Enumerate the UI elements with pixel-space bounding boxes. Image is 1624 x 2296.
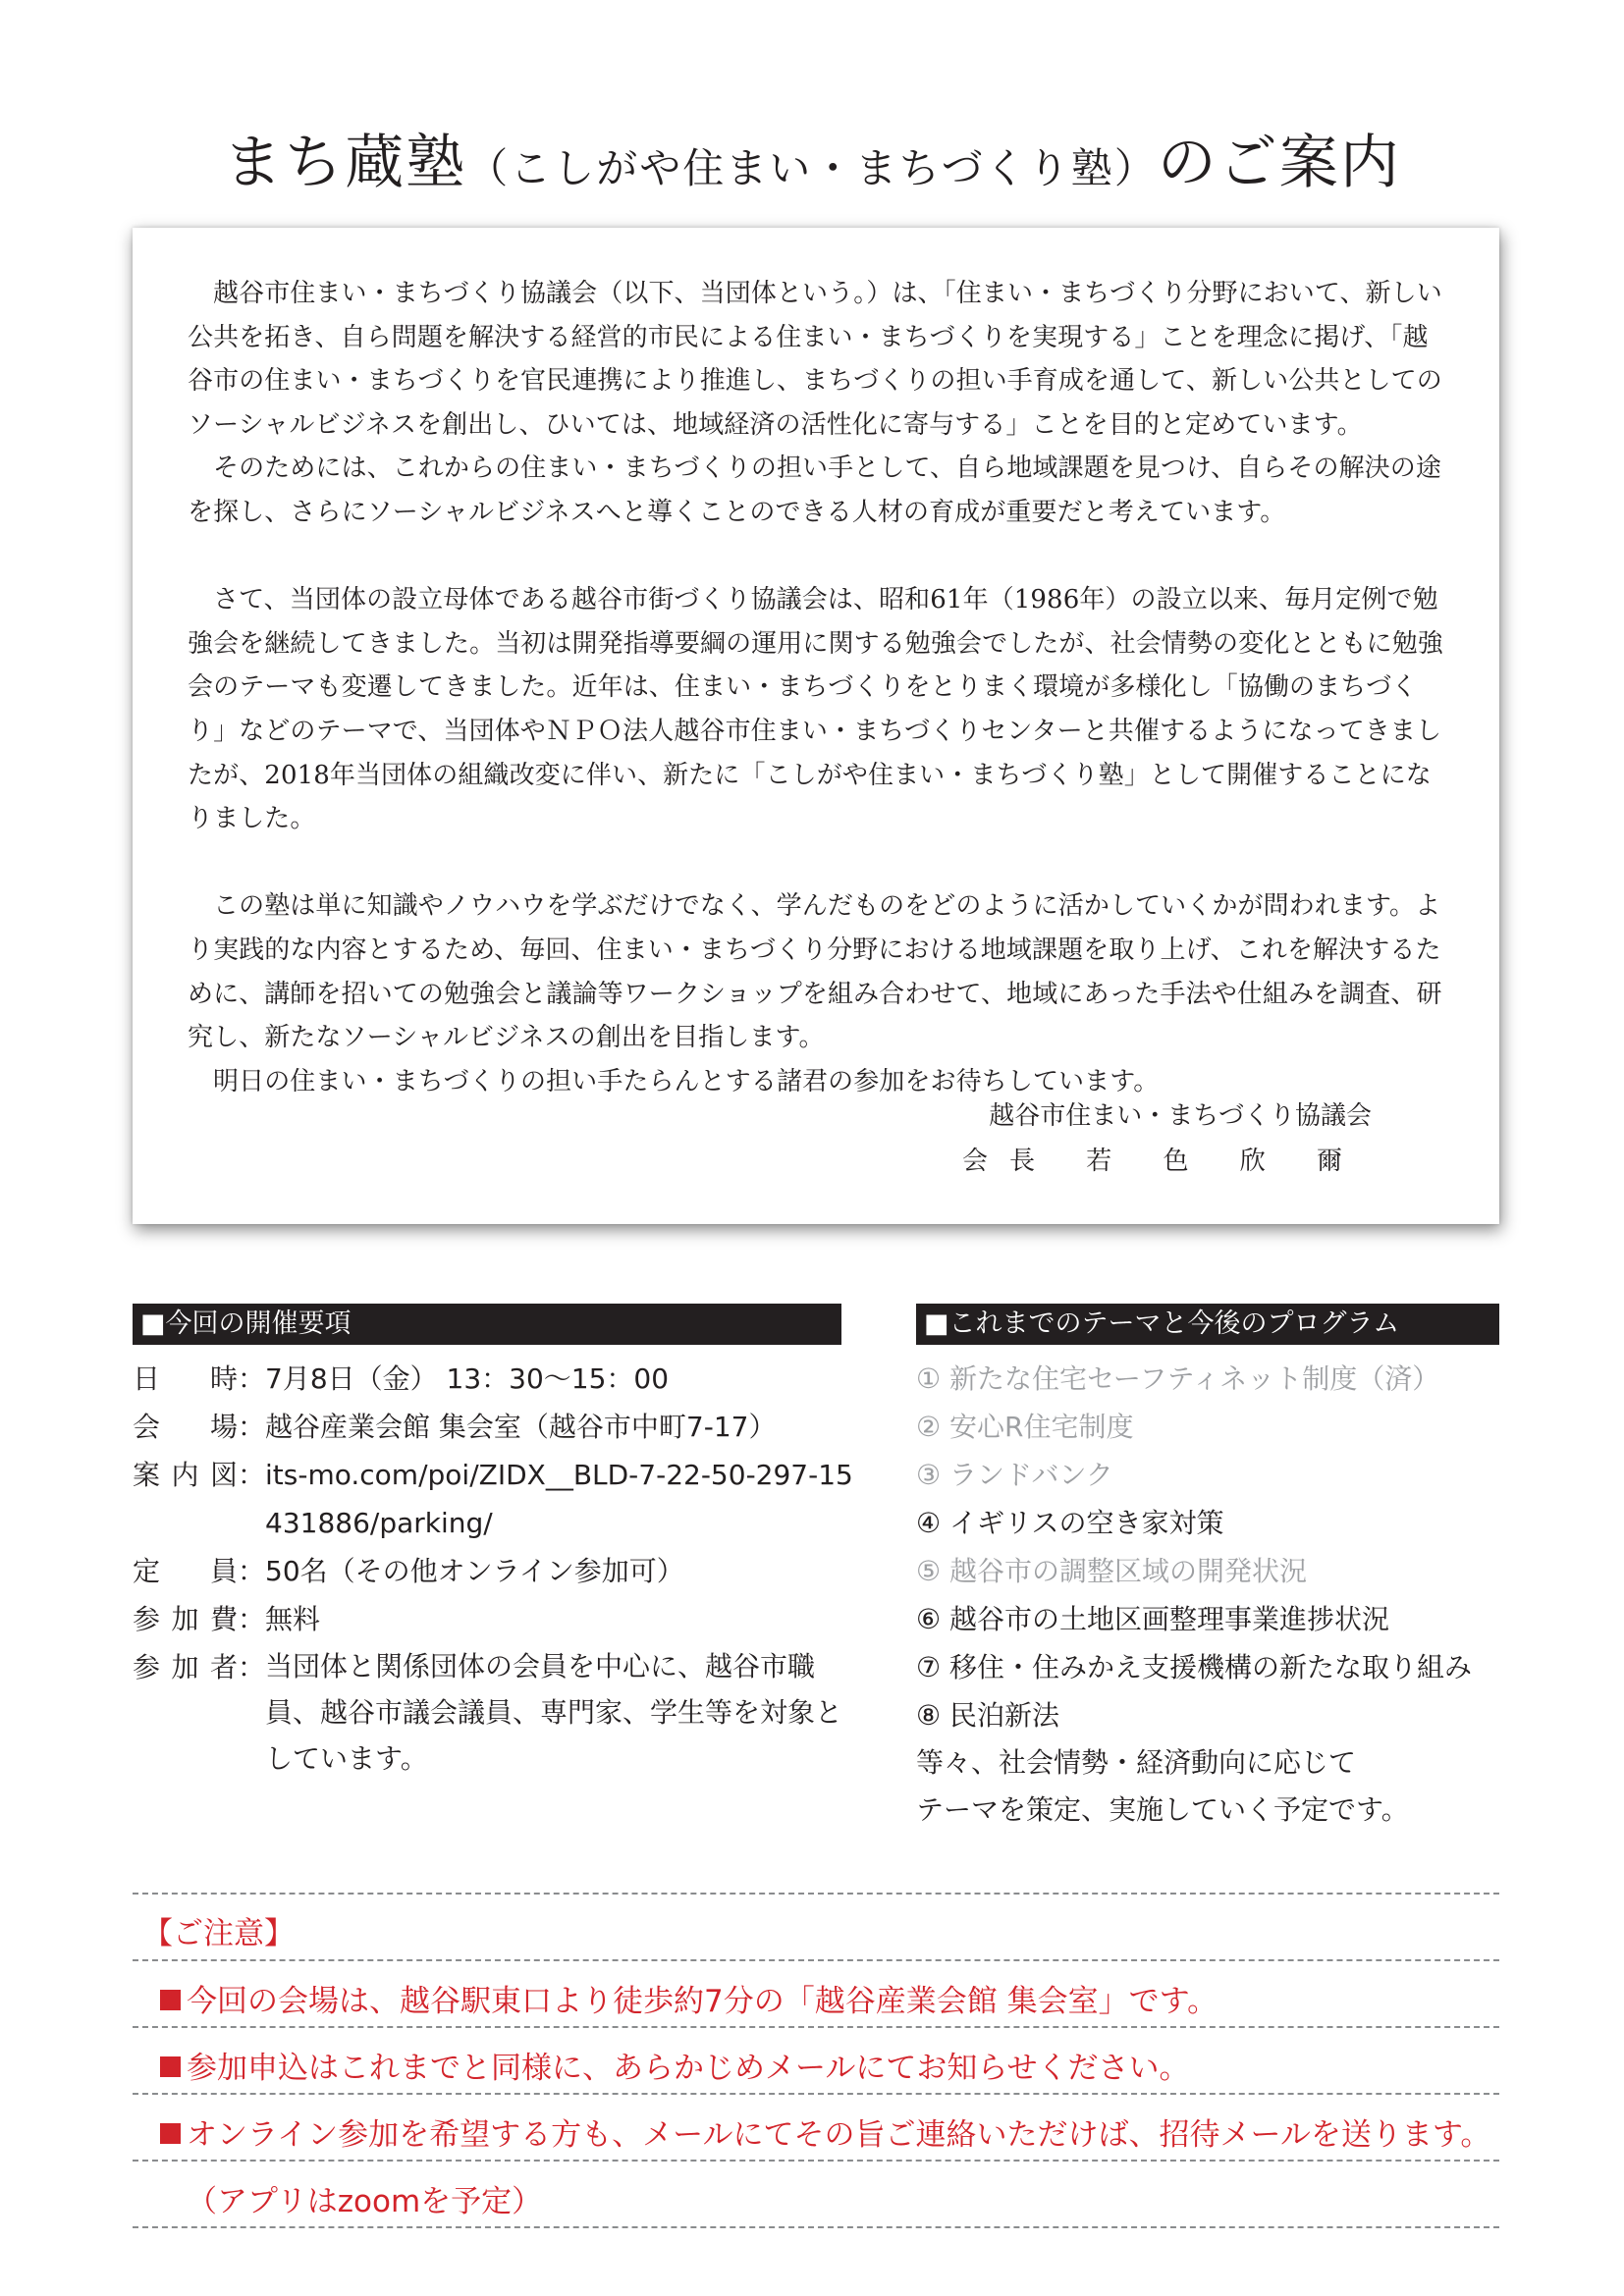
detail-row-venue: 会場 ： 越谷産業会館 集会室（越谷市中町7-17）	[133, 1403, 859, 1451]
intro-text	[188, 272, 1446, 1103]
intro-paragraph: この塾は単に知識やノウハウを学ぶだけでなく、学んだものをどのように活かしていくかが問われます。より実践的な内容とするため、毎回、住まい・まちづくり分野における地域課題を取り上げ、これを解決するために、講師を招いての勉強会と議論等ワークショップを組み合わせて、地域にあった手法や仕組みを調査、研究し、新たなソーシャルビジネスの創出を目指します。	[188, 891, 1442, 1053]
intro-paragraph: そのためには、これからの住まい・まちづくりの担い手として、自ら地域課題を見つけ、自らその解決の途を探し、さらにソーシャルビジネスへと導くことのできる人材の育成が重要だと考えています。	[188, 454, 1441, 527]
notice-item: 今回の会場は、越谷駅東口より徒歩約7分の「越谷産業会館 集会室」です。	[142, 1976, 1218, 2020]
program-header: ■これまでのテーマと今後のプログラム	[916, 1304, 1499, 1345]
detail-label: 参加者	[133, 1651, 238, 1683]
detail-row-map: 案内図 ： its-mo.com/poi/ZIDX__BLD-7-22-50-297-15431886/parking/	[133, 1451, 859, 1547]
detail-label: 会場	[133, 1411, 238, 1443]
divider	[133, 2093, 1499, 2095]
program-item: ⑥ 越谷市の土地区画整理事業進捗状況	[916, 1603, 1390, 1635]
detail-value: 無料	[265, 1603, 321, 1635]
detail-label: 案内図	[133, 1459, 238, 1491]
detail-value: 越谷産業会館 集会室（越谷市中町7-17）	[265, 1411, 777, 1443]
intro-paragraph: さて、当団体の設立母体である越谷市街づくり協議会は、昭和61年（1986年）の設立以来、毎月定例で勉強会を継続してきました。当初は開発指導要綱の運用に関する勉強会でしたが、社会情勢の変化とともに勉強会のテーマも変遷してきました。近年は、住まい・まちづくりをとりまく環境が多様化し「協働のまちづくり」などのテーマで、当団体やＮＰＯ法人越谷市住まい・まちづくりセンターと共催するようになってきましたが、2018年当団体の組織改変に伴い、新たに「こしがや住まい・まちづくり塾」として開催することになりました。	[188, 585, 1443, 834]
signature	[962, 1094, 1372, 1184]
divider	[133, 2226, 1499, 2228]
bullet-square-icon	[160, 2123, 181, 2144]
detail-label: 日時	[133, 1362, 238, 1395]
detail-row-capacity: 定員 ： 50名（その他オンライン参加可）	[133, 1547, 859, 1595]
intro-paragraph: 明日の住まい・まちづくりの担い手たらんとする諸君の参加をお待ちしています。	[213, 1066, 1160, 1096]
divider	[133, 1959, 1499, 1961]
program-item: ⑤ 越谷市の調整区域の開発状況	[916, 1555, 1308, 1587]
divider	[133, 2160, 1499, 2162]
detail-row-participants: 参加者 ： 当団体と関係団体の会員を中心に、越谷市職員、越谷市議会議員、専門家、学生等を対象としています。	[133, 1643, 859, 1782]
intro-paragraph: 越谷市住まい・まちづくり協議会（以下、当団体という。）は、「住まい・まちづくり分野において、新しい公共を拓き、自ら問題を解決する経営的市民による住まい・まちづくりを実現する」ことを理念に掲げ、「越谷市の住まい・まちづくりを官民連携により推進し、まちづくりの担い手育成を通して、新しい公共としてのソーシャルビジネスを創出し、ひいては、地域経済の活性化に寄与する」ことを目的と定めています。	[188, 279, 1442, 440]
signature-org: 越谷市住まい・まちづくり協議会	[989, 1101, 1372, 1131]
title-sub: （こしがや住まい・まちづくり塾）	[466, 144, 1158, 192]
program-note-line: 等々、社会情勢・経済動向に応じて	[916, 1746, 1357, 1779]
notice-footnote: （アプリはzoomを予定）	[187, 2184, 543, 2219]
notice-title: 【ご注意】	[142, 1916, 295, 1951]
detail-label: 定員	[133, 1555, 238, 1587]
detail-value: 当団体と関係団体の会員を中心に、越谷市職員、越谷市議会議員、専門家、学生等を対象としています。	[265, 1650, 843, 1775]
program-item: ④ イギリスの空き家対策	[916, 1507, 1224, 1539]
divider	[133, 2026, 1499, 2028]
divider	[133, 1893, 1499, 1895]
detail-label: 参加費	[133, 1603, 238, 1635]
detail-value: 50名（その他オンライン参加可）	[265, 1555, 684, 1587]
program-item: ③ ランドバンク	[916, 1459, 1113, 1491]
program-note	[916, 1739, 1505, 1834]
program-item: ② 安心R住宅制度	[916, 1411, 1134, 1443]
notice-item: 参加申込はこれまでと同様に、あらかじめメールにてお知らせください。	[142, 2043, 1189, 2087]
signature-name: 会長 若 色 欣 爾	[961, 1147, 1364, 1176]
intro-box	[133, 228, 1499, 1224]
map-link[interactable]: its-mo.com/poi/ZIDX__BLD-7-22-50-297-15431886/parking/	[265, 1459, 853, 1539]
title-main: まち蔵塾	[223, 129, 467, 197]
details-header: ■今回の開催要項	[133, 1304, 841, 1345]
program-item: ⑦ 移住・住みかえ支援機構の新たな取り組み	[916, 1651, 1473, 1683]
detail-value: 7月8日（金） 13：30～15：00	[265, 1362, 670, 1395]
event-details	[133, 1355, 859, 1782]
detail-row-date: 日時 ： 7月8日（金） 13：30～15：00	[133, 1355, 859, 1403]
program-list	[916, 1355, 1505, 1834]
program-note-line: テーマを策定、実施していく予定です。	[916, 1793, 1409, 1826]
title-tail: のご案内	[1157, 129, 1401, 197]
program-item: ⑧ 民泊新法	[916, 1699, 1060, 1732]
page-title	[0, 116, 1624, 200]
bullet-square-icon	[160, 1990, 181, 2010]
notice-item: オンライン参加を希望する方も、メールにてその旨ご連絡いただけば、招待メールを送ります。	[142, 2109, 1490, 2154]
program-item: ① 新たな住宅セーフティネット制度（済）	[916, 1362, 1440, 1395]
bullet-square-icon	[160, 2056, 181, 2077]
detail-row-fee: 参加費 ： 無料	[133, 1595, 859, 1643]
